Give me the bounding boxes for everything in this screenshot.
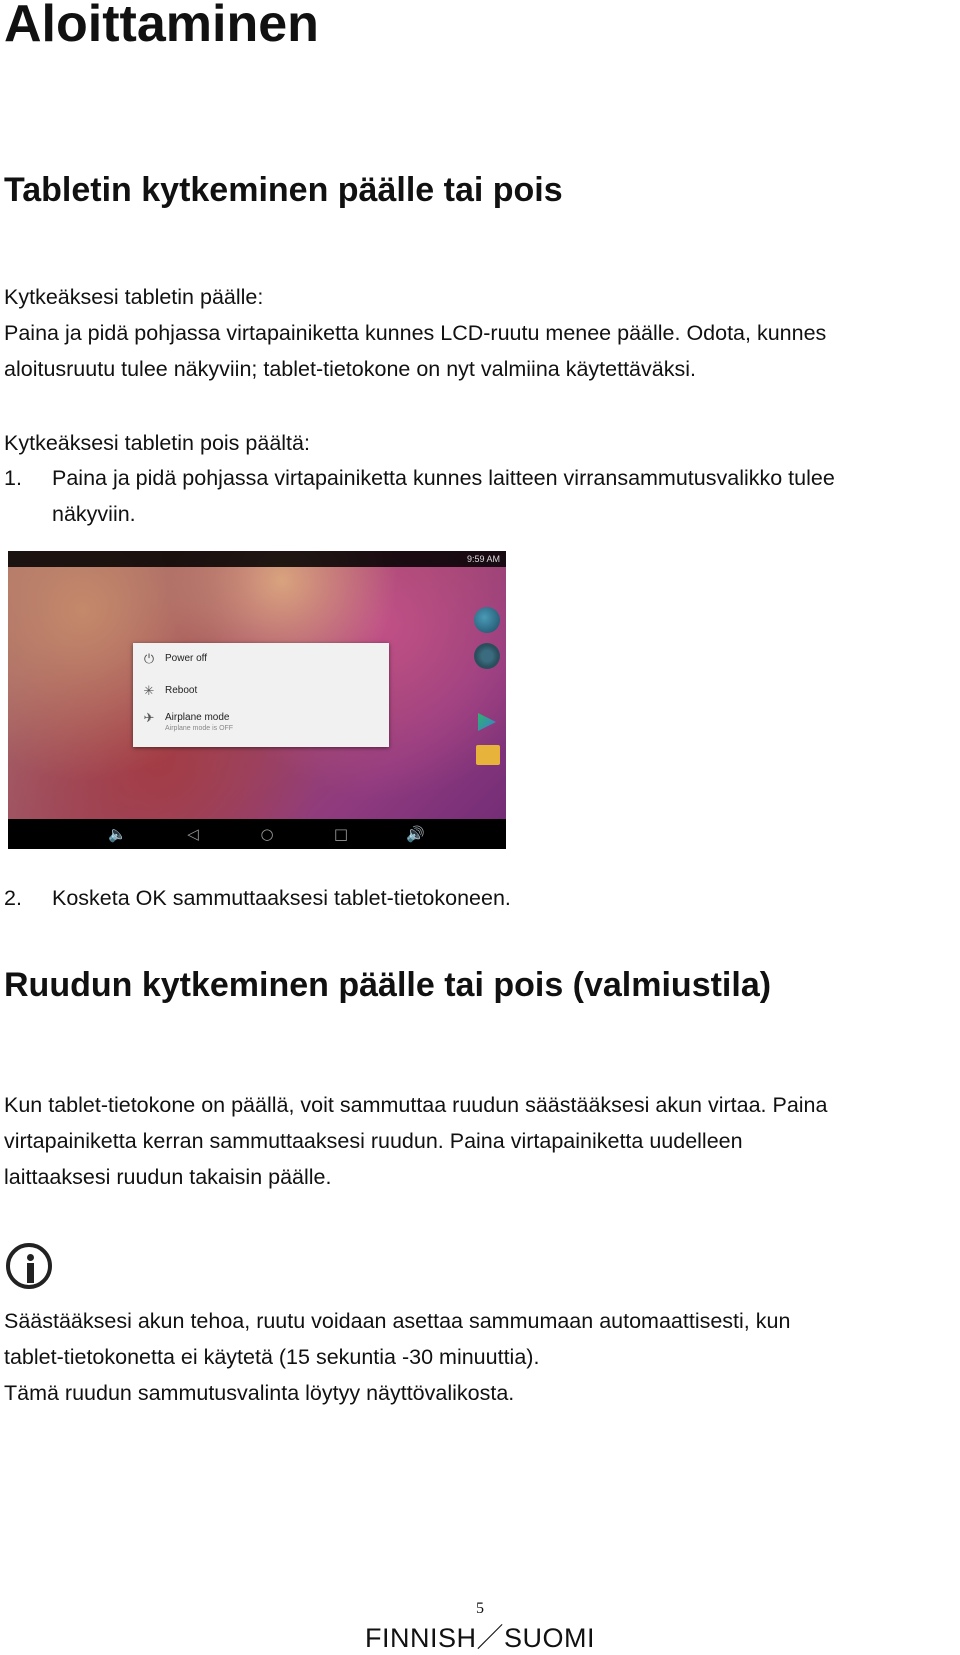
- standby-text-line3: laittaaksesi ruudun takaisin päälle.: [4, 1165, 332, 1189]
- page-number: 5: [476, 1600, 484, 1617]
- airplane-mode-status: Airplane mode is OFF: [165, 725, 234, 732]
- navigation-bar: [8, 819, 506, 849]
- standby-text-line1: Kun tablet-tietokone on päällä, voit sammuttaa ruudun säästääksesi akun virtaa. Paina: [4, 1093, 828, 1117]
- back-icon[interactable]: ◁: [187, 825, 199, 843]
- power-off-option[interactable]: [133, 647, 389, 675]
- step2-number: 2.: [4, 886, 22, 910]
- home-icon[interactable]: ○: [260, 825, 274, 843]
- reboot-icon: ✳: [143, 684, 155, 699]
- info-icon-dot: [27, 1254, 34, 1261]
- airplane-icon: ✈: [143, 711, 155, 726]
- airplane-mode-label: Airplane mode: [165, 712, 230, 723]
- reboot-label: Reboot: [165, 685, 198, 696]
- power-off-label: Power off: [165, 653, 208, 664]
- power-on-label: Kytkeäksesi tabletin päälle:: [4, 285, 264, 309]
- power-on-text-line2: aloitusruutu tulee näkyviin; tablet-tietokone on nyt valmiina käytettäväksi.: [4, 357, 696, 381]
- section-heading-power: Tabletin kytkeminen päälle tai pois: [4, 171, 563, 209]
- play-store-icon: [478, 713, 496, 731]
- settings-icon: [474, 643, 500, 669]
- power-off-label: Kytkeäksesi tabletin pois päältä:: [4, 431, 310, 455]
- step1-text-line2: näkyviin.: [52, 502, 136, 526]
- step2-text: Kosketa OK sammuttaaksesi tablet-tietokoneen.: [52, 886, 511, 910]
- page-title: Aloittaminen: [4, 0, 319, 53]
- power-icon: ⏻: [143, 652, 155, 667]
- info-icon-bar: [27, 1263, 34, 1283]
- folder-icon: [476, 745, 500, 765]
- globe-icon: [474, 607, 500, 633]
- power-on-text-line1: Paina ja pidä pohjassa virtapainiketta kunnes LCD-ruutu menee päälle. Odota, kunnes: [4, 321, 827, 345]
- tablet-screenshot: [8, 551, 506, 849]
- recent-apps-icon[interactable]: □: [333, 825, 349, 843]
- reboot-option[interactable]: [133, 679, 389, 707]
- volume-up-icon[interactable]: 🔊: [406, 825, 425, 843]
- note-text-line2: tablet-tietokonetta ei käytetä (15 sekuntia -30 minuuttia).: [4, 1345, 540, 1369]
- section-heading-standby: Ruudun kytkeminen päälle tai pois (valmiustila): [4, 966, 772, 1004]
- note-text-line1: Säästääksesi akun tehoa, ruutu voidaan asettaa sammumaan automaattisesti, kun: [4, 1309, 791, 1333]
- power-menu-dialog: [133, 643, 389, 747]
- info-icon: [6, 1243, 52, 1289]
- step1-number: 1.: [4, 466, 22, 490]
- airplane-mode-option[interactable]: [133, 706, 389, 734]
- step1-text-line1: Paina ja pidä pohjassa virtapainiketta kunnes laitteen virransammutusvalikko tulee: [52, 466, 835, 490]
- volume-down-icon[interactable]: 🔈: [108, 825, 127, 843]
- status-time: 9:59 AM: [466, 554, 500, 564]
- note-text-line3: Tämä ruudun sammutusvalinta löytyy näyttövalikosta.: [4, 1381, 515, 1405]
- status-bar: [8, 551, 506, 567]
- standby-text-line2: virtapainiketta kerran sammuttaaksesi ruudun. Paina virtapainiketta uudelleen: [4, 1129, 743, 1153]
- footer-language: FINNISH／SUOMI: [364, 1623, 595, 1653]
